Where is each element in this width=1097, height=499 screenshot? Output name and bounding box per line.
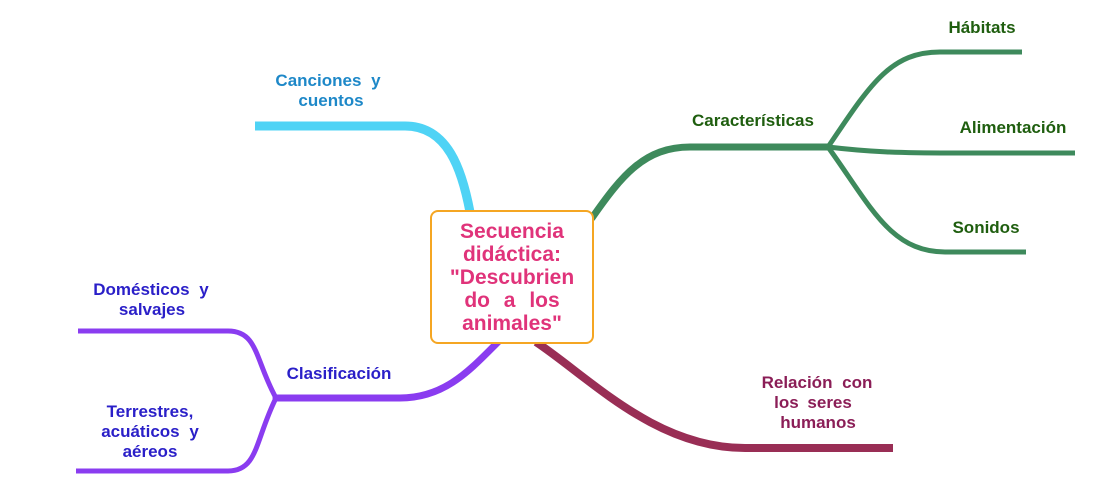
branch-alimentacion-line xyxy=(828,147,1075,153)
branch-domesticos-line xyxy=(78,331,276,398)
label-habitats: Hábitats xyxy=(948,18,1016,37)
label-terrestres-line3: aéreos xyxy=(122,442,178,461)
label-relacion-line1: Relación con xyxy=(761,373,873,392)
label-canciones-line1: Canciones y xyxy=(275,71,381,90)
label-relacion-line3: humanos xyxy=(780,413,856,432)
label-sonidos: Sonidos xyxy=(952,218,1020,237)
label-caracteristicas: Características xyxy=(692,111,814,130)
central-topic-title: Secuencia didáctica: "Descubrien do a los animales" xyxy=(449,219,575,335)
label-canciones-line2: cuentos xyxy=(298,91,364,110)
central-topic-box[interactable] xyxy=(430,210,594,344)
label-domesticos-line1: Domésticos y xyxy=(93,280,209,299)
label-terrestres-line1: Terrestres, xyxy=(106,402,194,421)
label-terrestres-line2: acuáticos y xyxy=(101,422,199,441)
label-alimentacion: Alimentación xyxy=(959,118,1067,137)
label-relacion-line2: los seres xyxy=(774,393,852,412)
branch-canciones-line xyxy=(255,126,470,212)
label-domesticos-line2: salvajes xyxy=(118,300,186,319)
label-clasificacion: Clasificación xyxy=(286,364,392,383)
branch-caracteristicas-line xyxy=(592,147,828,218)
